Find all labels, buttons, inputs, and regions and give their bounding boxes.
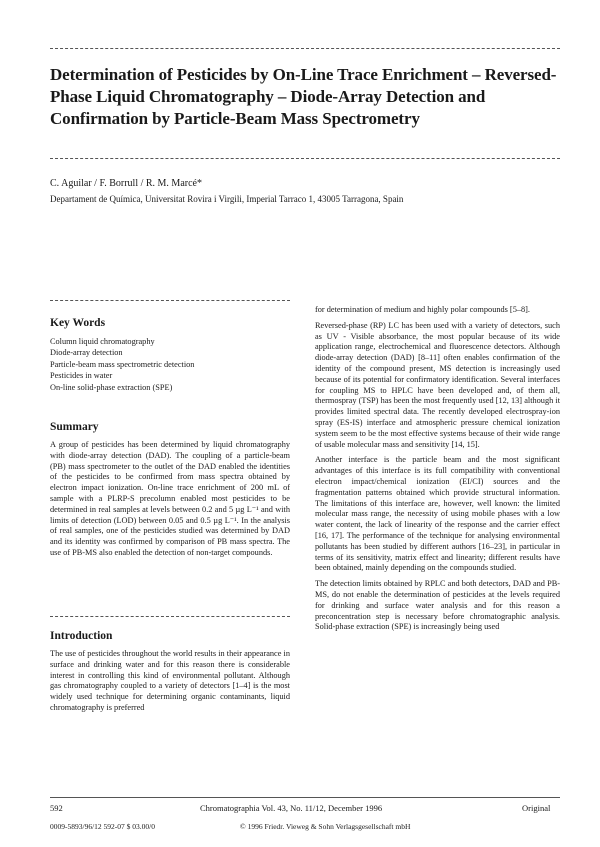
article-type-label: Original bbox=[522, 803, 551, 813]
keyword-item: Column liquid chromatography bbox=[50, 337, 155, 346]
section-rule-summary-end bbox=[50, 616, 290, 617]
keyword-item: On-line solid-phase extraction (SPE) bbox=[50, 382, 173, 392]
footer-rule bbox=[50, 797, 560, 798]
keywords-heading: Key Words bbox=[50, 317, 106, 329]
paragraph: Another interface is the particle beam and the most significant advantages of this interface is its full compatibility with conventional electron impact/chemical ionization (EI/CI) sources and the fragmentation patterns obtained which provide structural information. The limitations of this interface are, however, well known: the limited molecular mass range, the necessity of using mobile phases with a low water content, the lack of linearity of the response and the carrier effect [16, 17]. The performance of the technique for analysing environmental pollutants has been studied by different authors [16–23], in particular in terms of its sensitivity, matrix effect and linearity; different results have been obtained, mainly depending on the compounds studied. bbox=[315, 455, 560, 573]
header-rule-under-title bbox=[50, 158, 560, 159]
keyword-item: Particle-beam mass spectrometric detection bbox=[50, 359, 195, 369]
header-rule-top bbox=[50, 48, 560, 49]
right-column-body bbox=[315, 305, 560, 638]
author-affiliation: Departament de Química, Universitat Rovira i Virgili, Imperial Tarraco 1, 43005 Tarragona, Spain bbox=[50, 194, 404, 204]
author-list: C. Aguilar / F. Borrull / R. M. Marcé* bbox=[50, 178, 202, 189]
page-number: 592 bbox=[50, 803, 63, 813]
issn-line: 0009-5893/96/12 592-07 $ 03.00/0 bbox=[50, 822, 155, 831]
paragraph: for determination of medium and highly polar compounds [5–8]. bbox=[315, 305, 530, 314]
summary-heading: Summary bbox=[50, 421, 99, 433]
section-rule-left bbox=[50, 300, 290, 301]
keyword-item: Pesticides in water bbox=[50, 371, 113, 381]
keyword-item: Diode-array detection bbox=[50, 348, 123, 358]
article-title: Determination of Pesticides by On-Line Trace Enrichment – Reversed-Phase Liquid Chromatography – Diode-Array Detection and Confirmation by Particle-Beam Mass Spectrometry bbox=[50, 65, 557, 128]
copyright-line: © 1996 Friedr. Vieweg & Sohn Verlagsgesellschaft mbH bbox=[240, 822, 411, 831]
summary-body bbox=[50, 440, 290, 564]
introduction-body bbox=[50, 649, 290, 719]
summary-text: A group of pesticides has been determined by liquid chromatography with diode-array detection (DAD). The coupling of a particle-beam (PB) mass spectrometer to the outlet of the DAD enabled the identities of the pesticides to be confirmed from mass spectra obtained by electron impact ionization. On-line trace enrichment of 200 mL of sample with a PLRP-S precolumn enabled most pesticides to be determined in real samples at levels between 0.2 and 5 µg L⁻¹ and with limits of detection (LOD) between 0.05 and 0.5 µg L⁻¹. In the analysis of real samples, one of the pesticides studied was determined by DAD and its identity was confirmed by comparison of PB mass spectra. The use of PB-MS also enabled the detection of non-target compounds. bbox=[50, 440, 290, 557]
paragraph: The detection limits obtained by RPLC and both detectors, DAD and PB-MS, do not enable the determination of pesticides at the levels required for drinking and surface water analysis and for this reason a preconcentration step is necessary before chromatographic analysis. Solid-phase extraction (SPE) is increasingly being used bbox=[315, 579, 560, 632]
paragraph: Reversed-phase (RP) LC has been used with a variety of detectors, such as UV - Visible absorbance, the most popular because of its wide application range, electrochemical and fluorescence detectors. Although diode-array detection (DAD) [8–11] often enables confirmation of the identity of the compound present, MS detection is increasingly used because of its potential for confirmatory identification. Several interfaces for coupling MS to HPLC have been developed and, of them all, thermospray (TSP) has been the most frequently used [12, 13] although it provides limited spectral data. The recently developed electrospray-ion spray (ES-IS) interface and atmospheric pressure chemical ionization system seem to be the most effective systems because of their wide range of usable molecular mass and sensitivity [14, 15]. bbox=[315, 320, 560, 449]
introduction-text: The use of pesticides throughout the world results in their appearance in surface and drinking water and for this reason there is considerable interest in controlling this kind of environmental pollutant. Although gas chromatography coupled to a variety of detectors [1–4] is the most widely used technique for determining organic contaminants, liquid chromatography is preferred bbox=[50, 649, 290, 712]
introduction-heading: Introduction bbox=[50, 630, 113, 642]
keyword-list bbox=[50, 336, 194, 393]
journal-citation: Chromatographia Vol. 43, No. 11/12, December 1996 bbox=[200, 803, 383, 813]
